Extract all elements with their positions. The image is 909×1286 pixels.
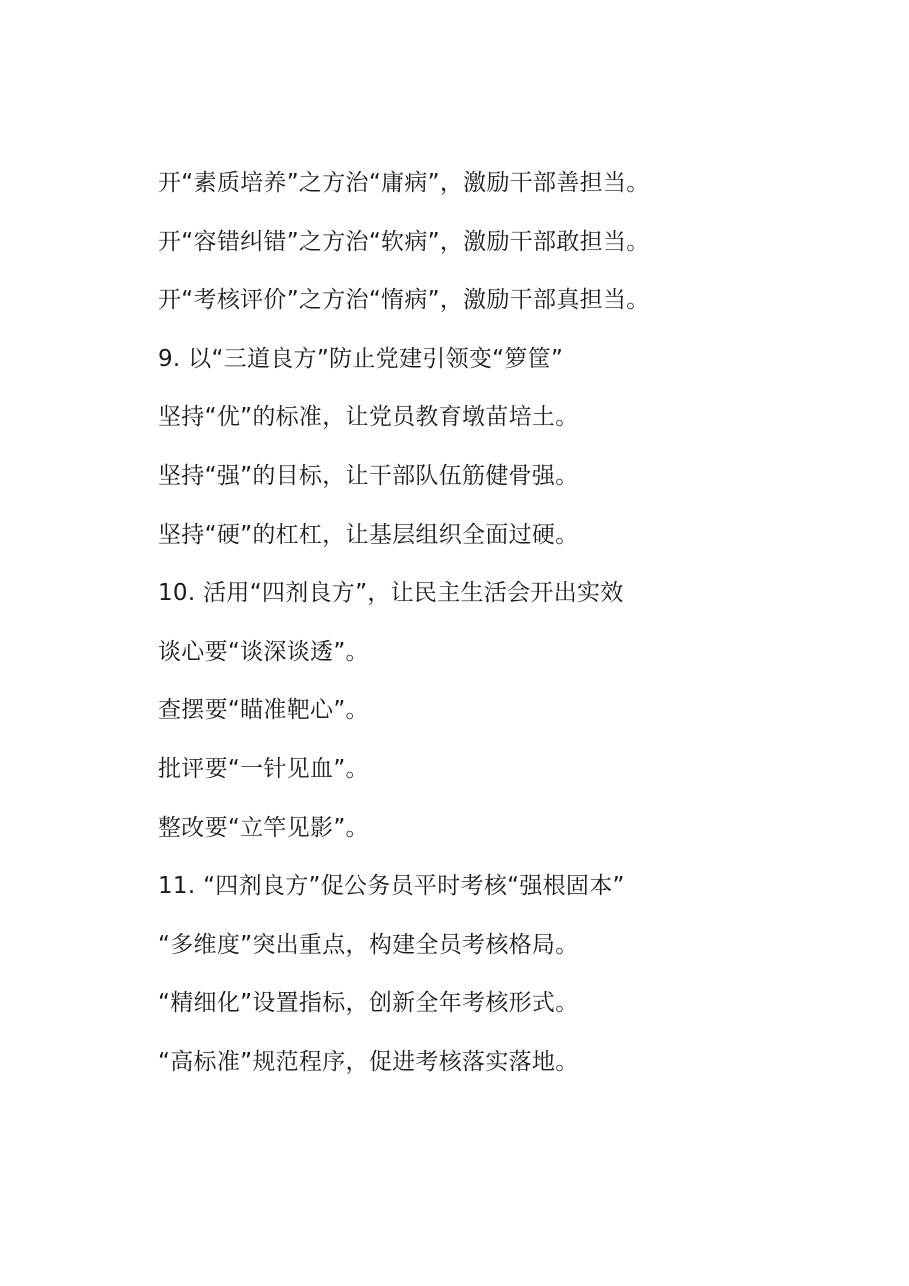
text-line: 谈心要“谈深谈透”。: [158, 638, 369, 665]
section-heading: 10. 活用“四剂良方”，让民主生活会开出实效: [158, 580, 624, 607]
text-line: 开“素质培养”之方治“庸病”，激励干部善担当。: [158, 170, 650, 196]
text-line: 开“考核评价”之方治“惰病”，激励干部真担当。: [158, 287, 650, 314]
text-line: 坚持“强”的目标，让干部队伍筋健骨强。: [158, 462, 579, 489]
text-line: “精细化”设置指标，创新全年考核形式。: [158, 990, 579, 1017]
text-line: 坚持“硬”的杠杠，让基层组织全面过硬。: [158, 521, 579, 548]
text-line: 开“容错纠错”之方治“软病”，激励干部敢担当。: [158, 228, 650, 255]
document-body: [158, 162, 858, 1100]
text-line: “多维度”突出重点，构建全员考核格局。: [158, 931, 579, 958]
section-heading: 9. 以“三道良方”防止党建引领变“箩筐”: [158, 345, 564, 372]
text-line: 整改要“立竿见影”。: [158, 814, 369, 841]
text-line: “高标准”规范程序，促进考核落实落地。: [158, 1048, 579, 1075]
text-line: 坚持“优”的标准，让党员教育墩苗培土。: [158, 404, 579, 431]
text-line: 查摆要“瞄准靶心”。: [158, 697, 369, 724]
text-line: 批评要“一针见血”。: [158, 755, 369, 782]
section-heading: 11. “四剂良方”促公务员平时考核“强根固本”: [158, 873, 625, 900]
